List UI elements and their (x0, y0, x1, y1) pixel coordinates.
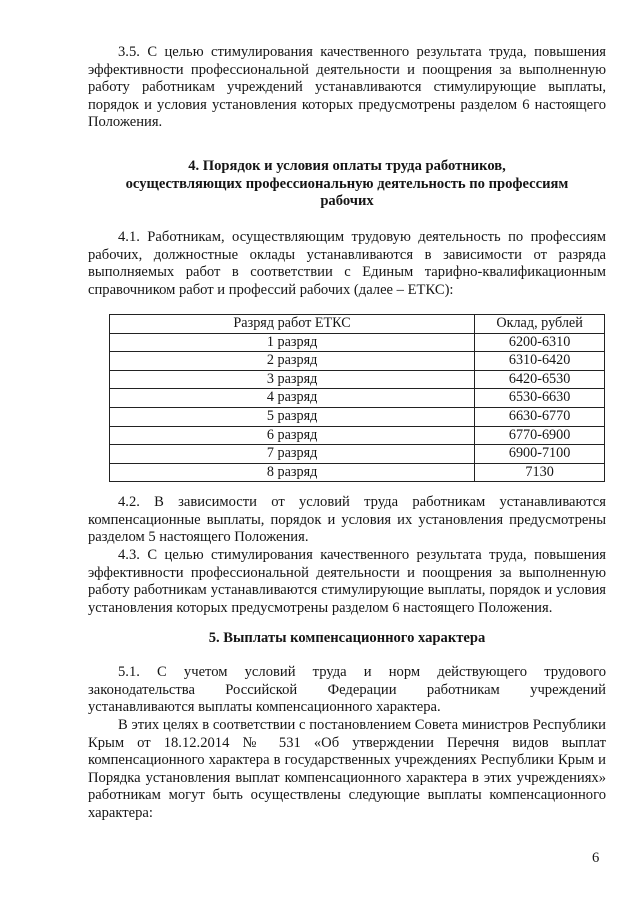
section-4-heading-line-1: 4. Порядок и условия оплаты труда работников, (188, 158, 506, 174)
table-cell-salary: 7130 (475, 463, 605, 482)
table-row (110, 407, 605, 426)
table-cell-grade: 7 разряд (110, 445, 475, 464)
table-cell-salary: 6420-6530 (475, 370, 605, 389)
paragraph-3-5: 3.5. С целью стимулирования качественного результата труда, повышения эффективности профессиональной деятельности и поощрения за выполненную работу работникам учреждений устанавливаются стимулирующие выплаты, порядок и условия установления которых предусмотрены разделом 6 настоящего Положения. (88, 44, 606, 131)
table-header-row (110, 315, 605, 334)
table-row (110, 426, 605, 445)
table-cell-grade: 3 разряд (110, 370, 475, 389)
etks-salary-table (109, 314, 605, 482)
table-cell-salary: 6630-6770 (475, 407, 605, 426)
table-cell-salary: 6200-6310 (475, 333, 605, 352)
section-5-heading: 5. Выплаты компенсационного характера (208, 630, 486, 646)
table-row (110, 333, 605, 352)
table-cell-grade: 5 разряд (110, 407, 475, 426)
table-cell-salary: 6530-6630 (475, 389, 605, 408)
table-cell-grade: 8 разряд (110, 463, 475, 482)
table-row (110, 352, 605, 371)
table-row (110, 370, 605, 389)
paragraph-4-3: 4.3. С целью стимулирования качественного результата труда, повышения эффективности профессиональной деятельности и поощрения за выполненную работу работникам устанавливаются стимулирующие выплаты, порядок и условия установления которых предусмотрены разделом 6 настоящего Положения. (88, 547, 606, 616)
table-cell-salary: 6900-7100 (475, 445, 605, 464)
page-number: 6 (592, 850, 600, 866)
table-row (110, 463, 605, 482)
paragraph-5-2: В этих целях в соответствии с постановлением Совета министров Республики Крым от 18.12.2014 № 531 «Об утверждении Перечня видов выплат компенсационного характера в государственных учреждениях Республики Крым и Порядка установления выплат компенсационного характера в этих учреждениях» работникам могут быть осуществлены следующие выплаты компенсационного характера: (88, 717, 606, 821)
table-row (110, 445, 605, 464)
paragraph-5-1: 5.1. С учетом условий труда и норм действующего трудового законодательства Российской Федерации работникам учреждений устанавливаются выплаты компенсационного характера. (88, 664, 606, 716)
table-header-salary: Оклад, рублей (475, 315, 605, 334)
section-4-heading (88, 158, 606, 211)
table-header-grade: Разряд работ ЕТКС (110, 315, 475, 334)
section-4-heading-line-2: осуществляющих профессиональную деятельность по профессиям (125, 175, 569, 192)
paragraph-4-1: 4.1. Работникам, осуществляющим трудовую деятельность по профессиям рабочих, должностные оклады устанавливаются в зависимости от разряда выполняемых работ в соответствии с Единым тарифно-квалификационным справочником работ и профессий рабочих (далее – ЕТКС): (88, 229, 606, 298)
section-4-heading-line-3: рабочих (320, 193, 374, 210)
table-cell-grade: 4 разряд (110, 389, 475, 408)
table-cell-salary: 6310-6420 (475, 352, 605, 371)
table-cell-grade: 6 разряд (110, 426, 475, 445)
table-cell-grade: 2 разряд (110, 352, 475, 371)
table-cell-salary: 6770-6900 (475, 426, 605, 445)
paragraph-4-2: 4.2. В зависимости от условий труда работникам устанавливаются компенсационные выплаты, порядок и условия их установления предусмотрены разделом 5 настоящего Положения. (88, 494, 606, 546)
table-row (110, 389, 605, 408)
table-cell-grade: 1 разряд (110, 333, 475, 352)
